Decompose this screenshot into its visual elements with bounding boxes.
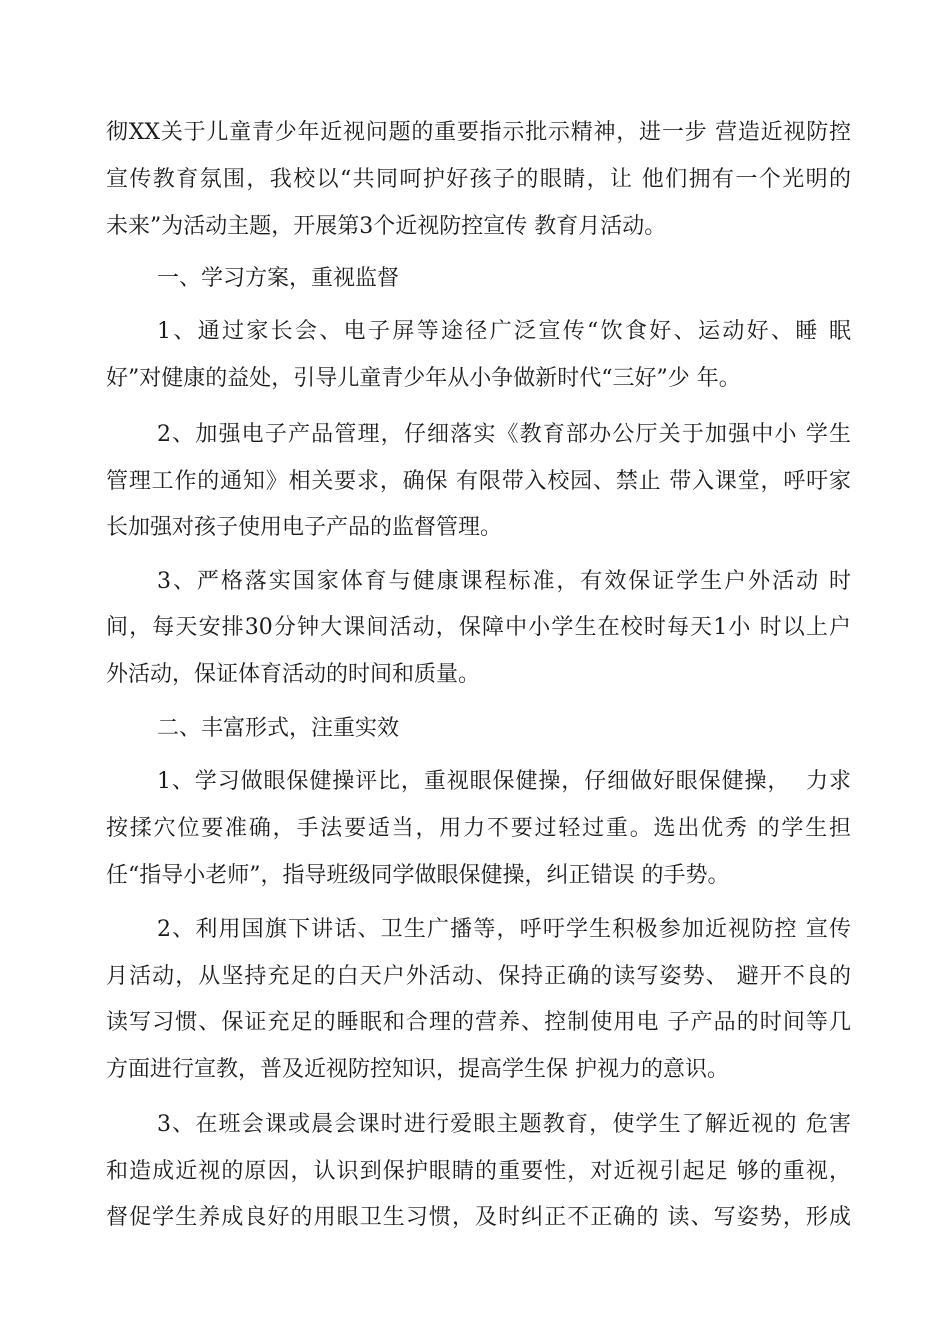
body-text-line: 1、学习做眼保健操评比，重视眼保健操，仔细做好眼保健操， 力求 [157,769,851,794]
body-text-line: 月活动，从坚持充足的白天户外活动、保持正确的读写姿势、 避开不良的 [106,964,851,989]
section-heading: 二、丰富形式，注重实效 [157,716,400,741]
body-text-line: 2、利用国旗下讲话、卫生广播等，呼吁学生积极参加近视防控 宣传 [157,917,851,942]
body-text-line: 好”对健康的益处，引导儿童青少年从小争做新时代“三好”少 年。 [106,366,741,391]
body-text-line: 3、在班会课或晨会课时进行爱眼主题教育，使学生了解近视的 危害 [157,1112,851,1137]
body-text-line: 任“指导小老师”，指导班级同学做眼保健操，纠正错误 的手势。 [106,863,730,888]
body-text-line: 宣传教育氛围，我校以“共同呵护好孩子的眼睛，让 他们拥有一个光明的 [106,167,851,192]
body-text-line: 管理工作的通知》相关要求，确保 有限带入校园、禁止 带入课堂，呼吁家 [106,469,851,494]
body-text-line: 未来”为活动主题，开展第3个近视防控宣传 教育月活动。 [106,214,667,239]
body-text-line: 间，每天安排30分钟大课间活动，保障中小学生在校时每天1小 时以上户 [106,615,851,640]
body-text-line: 外活动，保证体育活动的时间和质量。 [106,662,481,687]
body-text-line: 长加强对孩子使用电子产品的监督管理。 [106,515,503,540]
body-text-line: 方面进行宣教，普及近视防控知识，提高学生保 护视力的意识。 [106,1057,729,1082]
body-text-line: 和造成近视的原因，认识到保护眼睛的重要性，对近视引起足 够的重视， [106,1159,851,1184]
body-text-line: 读写习惯、保证充足的睡眠和合理的营养、控制使用电 子产品的时间等几 [106,1010,851,1035]
body-text-line: 彻XX关于儿童青少年近视问题的重要指示批示精神，进一步 营造近视防控 [106,120,851,145]
body-text-line: 2、加强电子产品管理，仔细落实《教育部办公厅关于加强中小 学生 [157,422,851,447]
section-heading: 一、学习方案，重视监督 [157,266,400,291]
body-text-line: 督促学生养成良好的用眼卫生习惯，及时纠正不正确的 读、写姿势，形成 [106,1205,851,1230]
body-text-line: 3、严格落实国家体育与健康课程标准，有效保证学生户外活动 时 [157,569,851,594]
body-text-line: 1、通过家长会、电子屏等途径广泛宣传“饮食好、运动好、睡 眠 [157,319,851,344]
body-text-line: 按揉穴位要准确，手法要适当，用力不要过轻过重。选出优秀 的学生担 [106,816,851,841]
